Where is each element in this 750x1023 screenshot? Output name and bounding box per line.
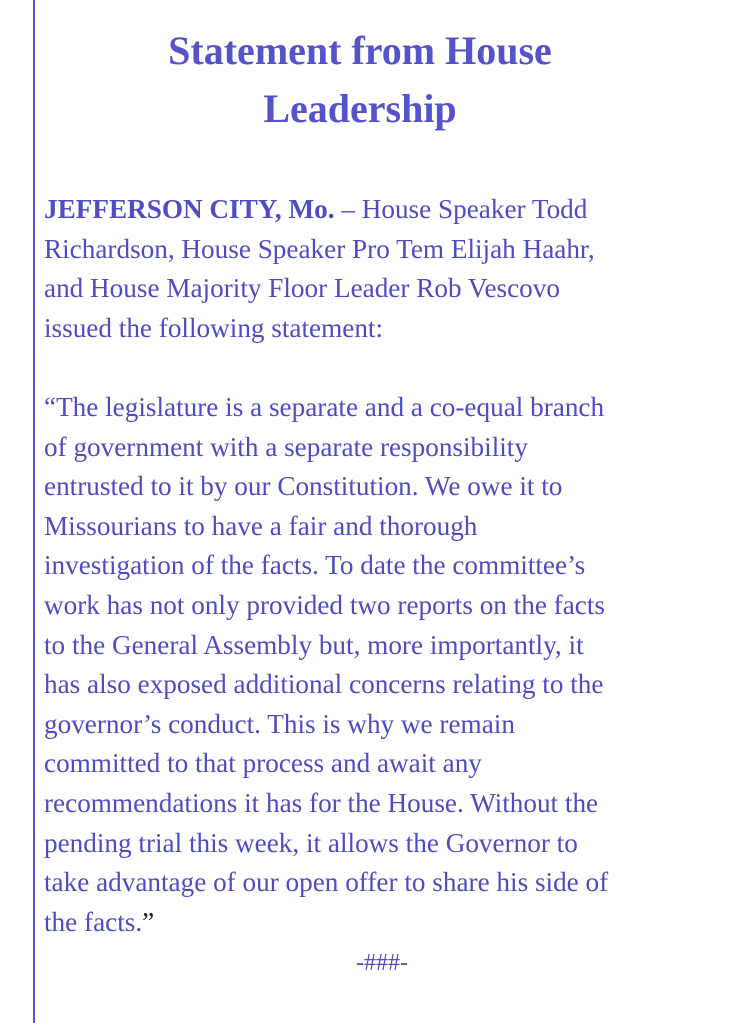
left-margin-rule bbox=[33, 0, 35, 1023]
quote-line-2: of government with a separate responsibility bbox=[44, 431, 528, 462]
quote-last-text: the facts. bbox=[44, 906, 143, 937]
quote-line-3: entrusted to it by our Constitution. We owe it to bbox=[44, 471, 563, 502]
statement-body bbox=[44, 190, 734, 942]
paragraph-spacer bbox=[44, 348, 734, 388]
quote-line-12: pending trial this week, it allows the Governor to bbox=[44, 827, 578, 858]
quote-line-1: “The legislature is a separate and a co-equal branch bbox=[44, 391, 605, 422]
intro-line-1 bbox=[44, 190, 734, 230]
quote-line-6: work has not only provided two reports on the facts bbox=[44, 589, 606, 620]
quote-line-10: committed to that process and await any bbox=[44, 748, 482, 779]
quote-line-5: investigation of the facts. To date the committee’s bbox=[44, 550, 586, 581]
closing-quote-mark: ” bbox=[142, 906, 155, 937]
quote-line-4: Missourians to have a fair and thorough bbox=[44, 510, 478, 541]
intro-text-1: – House Speaker Todd bbox=[334, 194, 588, 224]
quote-line-14 bbox=[44, 903, 734, 943]
quote-line-11: recommendations it has for the House. Without the bbox=[44, 787, 599, 818]
end-of-release-mark: -###- bbox=[356, 950, 408, 976]
dateline: JEFFERSON CITY, Mo. bbox=[44, 194, 335, 224]
intro-line-3: and House Majority Floor Leader Rob Vescovo bbox=[44, 273, 560, 304]
intro-line-2: Richardson, House Speaker Pro Tem Elijah Haahr, bbox=[44, 233, 595, 264]
title-line-1: Statement from House bbox=[168, 28, 552, 73]
title-line-2: Leadership bbox=[263, 86, 457, 131]
quote-line-8: has also exposed additional concerns relating to the bbox=[44, 669, 604, 700]
page-title bbox=[40, 22, 680, 138]
intro-line-4: issued the following statement: bbox=[44, 312, 384, 343]
quote-line-9: governor’s conduct. This is why we remain bbox=[44, 708, 515, 739]
quote-line-7: to the General Assembly but, more importantly, it bbox=[44, 629, 584, 660]
quote-line-13: take advantage of our open offer to share his side of bbox=[44, 867, 609, 898]
